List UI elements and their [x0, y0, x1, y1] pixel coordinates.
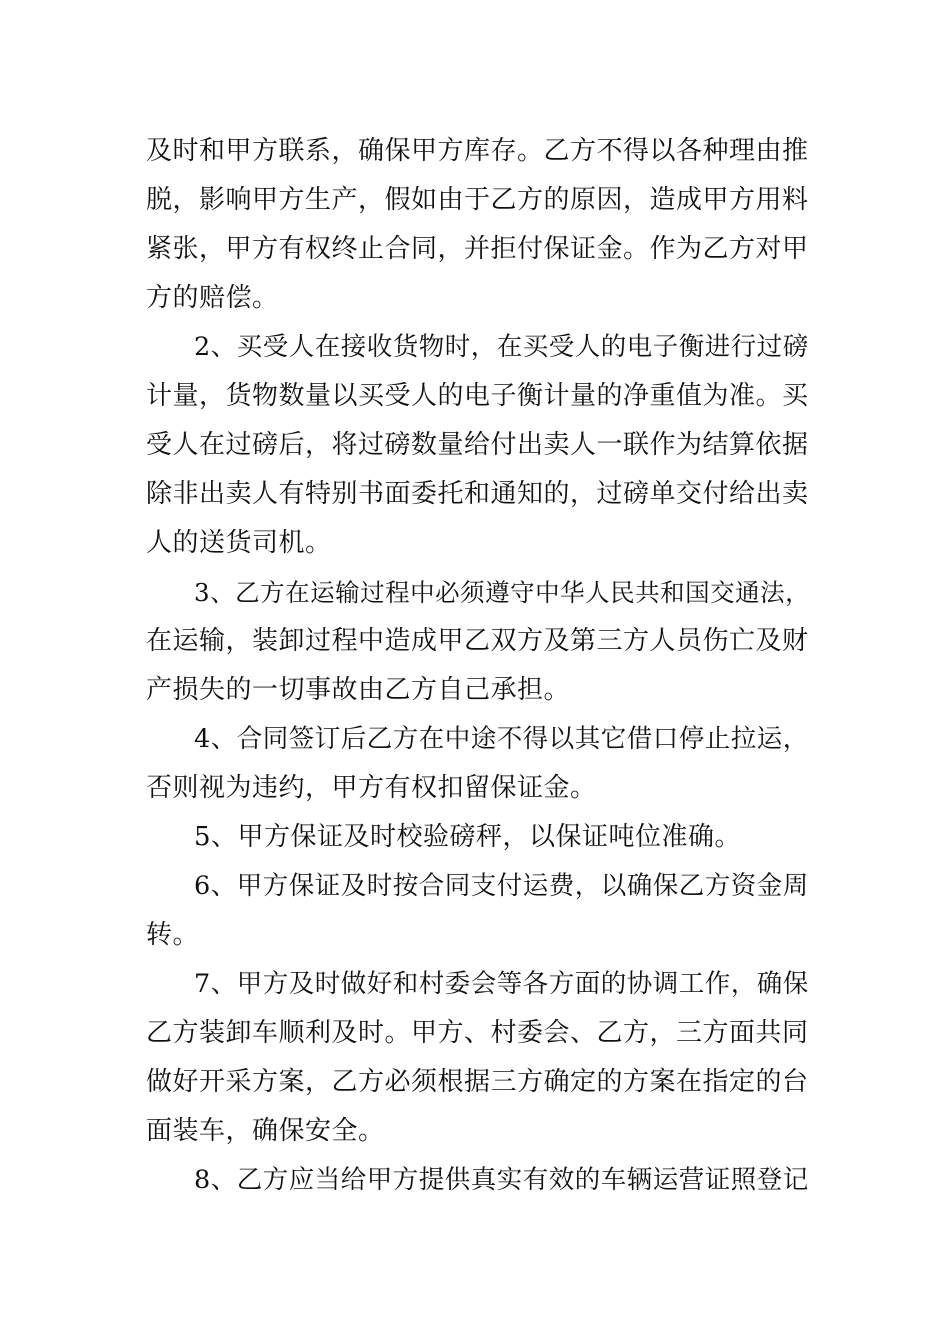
text-line: 脱，影响甲方生产，假如由于乙方的原因，造成甲方用料 — [146, 185, 809, 215]
text-line: 2、买受人在接收货物时，在买受人的电子衡进行过磅 — [194, 332, 809, 362]
text-line: 5、甲方保证及时校验磅秤，以保证吨位准确。 — [194, 822, 742, 852]
text-line: 计量，货物数量以买受人的电子衡计量的净重值为准。买 — [146, 381, 809, 411]
text-line: 方的赔偿。 — [146, 283, 279, 313]
text-line: 人的送货司机。 — [146, 528, 332, 558]
text-line: 8、乙方应当给甲方提供真实有效的车辆运营证照登记 — [194, 1165, 809, 1195]
text-line: 转。 — [146, 920, 200, 950]
text-line: 紧张，甲方有权终止合同，并拒付保证金。作为乙方对甲 — [146, 234, 809, 264]
text-line: 否则视为违约，甲方有权扣留保证金。 — [146, 773, 597, 803]
text-line: 4、合同签订后乙方在中途不得以其它借口停止拉运， — [194, 724, 809, 754]
text-line: 7、甲方及时做好和村委会等各方面的协调工作，确保 — [194, 969, 809, 999]
text-line: 面装车，确保安全。 — [146, 1116, 385, 1146]
text-line: 产损失的一切事故由乙方自己承担。 — [146, 675, 571, 705]
text-line: 除非出卖人有特别书面委托和通知的，过磅单交付给出卖 — [146, 479, 809, 509]
text-line: 6、甲方保证及时按合同支付运费，以确保乙方资金周 — [194, 871, 809, 901]
document-body — [146, 127, 816, 1205]
text-line: 及时和甲方联系，确保甲方库存。乙方不得以各种理由推 — [146, 136, 809, 166]
text-line: 受人在过磅后，将过磅数量给付出卖人一联作为结算依据 — [146, 430, 809, 460]
text-line: 做好开采方案，乙方必须根据三方确定的方案在指定的台 — [146, 1067, 809, 1097]
text-line: 在运输，装卸过程中造成甲乙双方及第三方人员伤亡及财 — [146, 626, 809, 656]
text-line: 乙方装卸车顺利及时。甲方、村委会、乙方，三方面共同 — [146, 1018, 809, 1048]
text-line: 3、乙方在运输过程中必须遵守中华人民共和国交通法， — [194, 578, 811, 607]
